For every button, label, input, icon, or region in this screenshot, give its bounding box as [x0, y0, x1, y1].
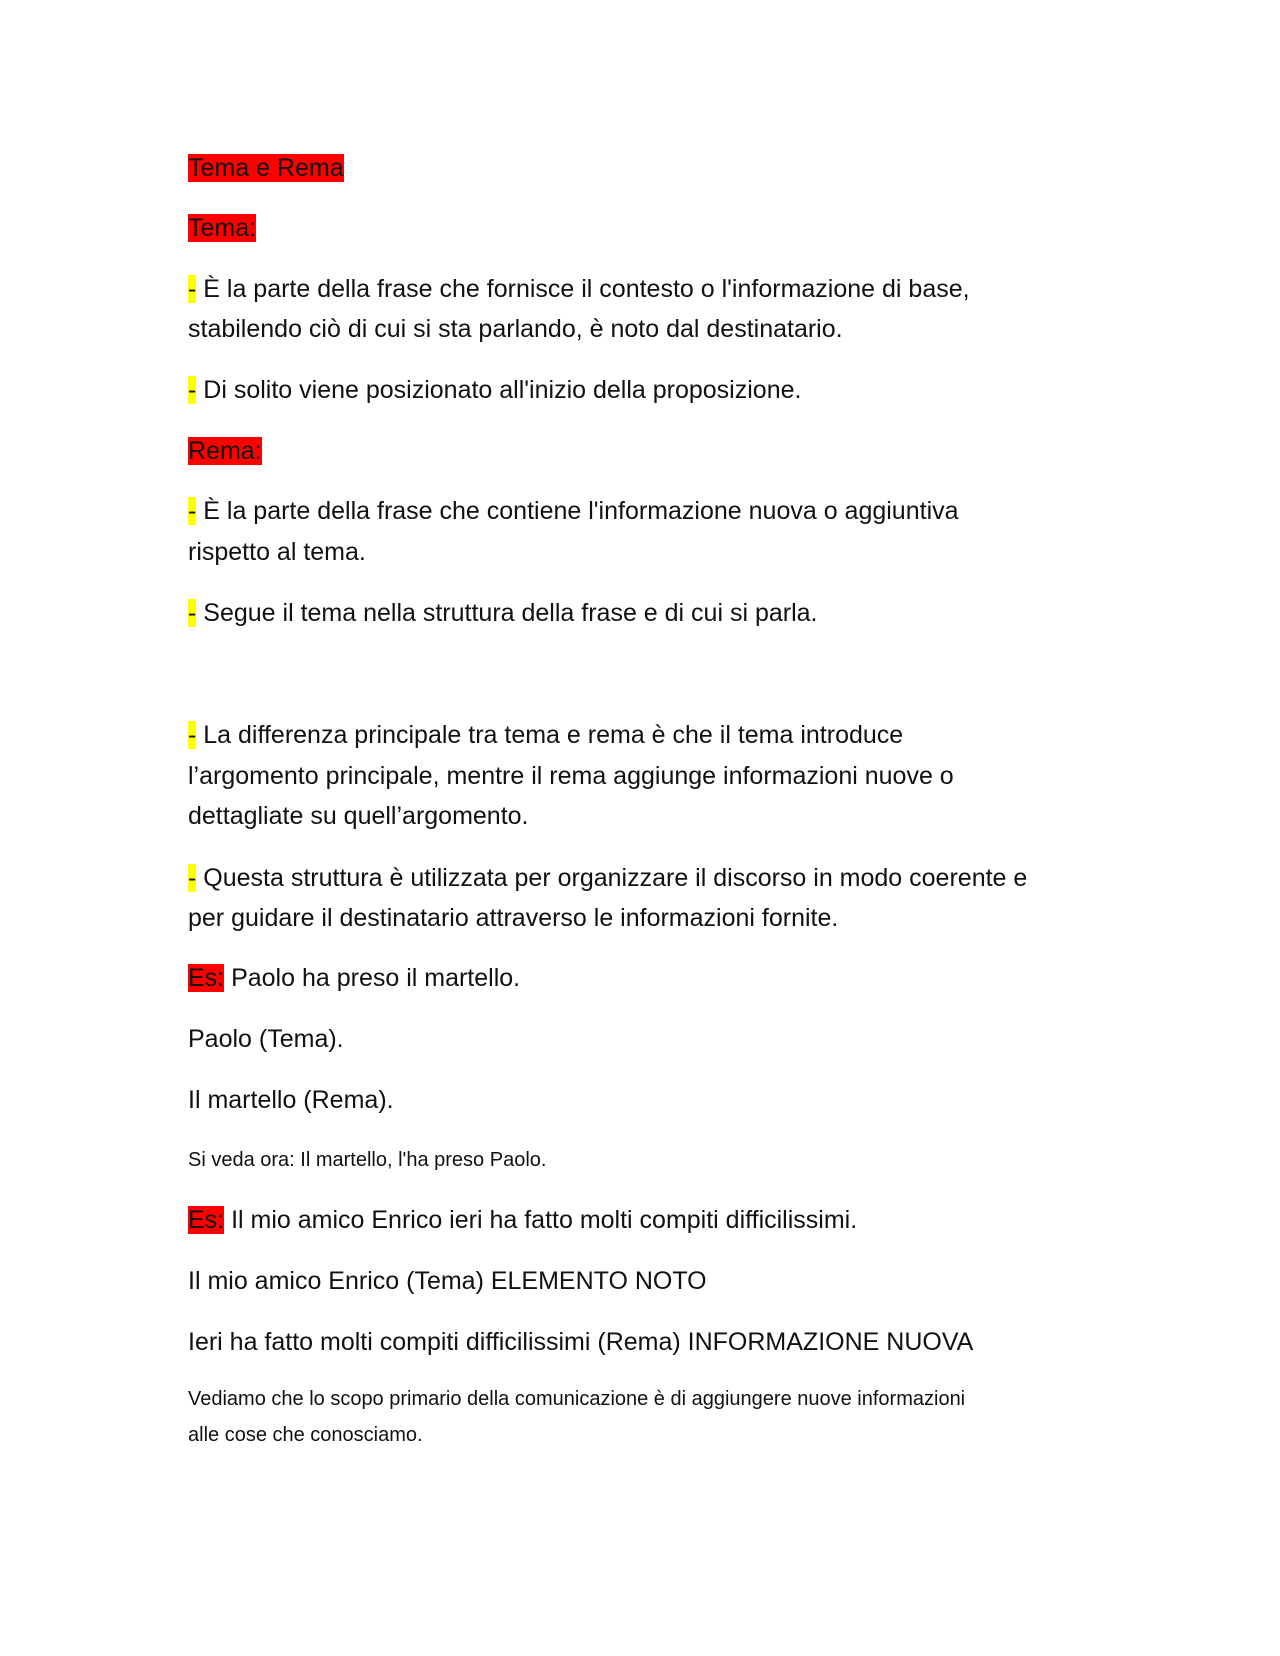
document-title — [188, 148, 344, 188]
rema-bullet-1-text: È la parte della frase che contiene l'informazione nuova o aggiuntiva — [196, 497, 959, 525]
difference-line-3 — [188, 796, 529, 836]
example-label: Es: — [188, 1206, 225, 1234]
conclusion-text-cont: alle cose che conosciamo. — [188, 1424, 423, 1446]
bullet-marker: - — [188, 497, 197, 525]
tema-heading-text: Tema: — [188, 214, 257, 242]
tema-bullet-1-line-1 — [188, 269, 970, 309]
example-1-tema-text: Paolo (Tema). — [188, 1025, 344, 1053]
rema-bullet-1-line-2 — [188, 532, 366, 572]
tema-bullet-1-text: È la parte della frase che fornisce il contesto o l'informazione di base, — [196, 275, 970, 303]
tema-bullet-1-text-cont: stabilendo ciò di cui si sta parlando, è noto dal destinatario. — [188, 315, 843, 343]
difference-line-2 — [188, 756, 954, 796]
rema-heading-text: Rema: — [188, 437, 262, 465]
difference-text-end: dettagliate su quell’argomento. — [188, 802, 529, 830]
rema-bullet-2 — [188, 593, 817, 633]
example-1-rema — [188, 1080, 394, 1120]
example-2 — [188, 1200, 857, 1240]
bullet-marker: - — [188, 376, 197, 404]
example-2-rema-text: Ieri ha fatto molti compiti difficilissimi (Rema) INFORMAZIONE NUOVA — [188, 1328, 974, 1356]
example-1-note — [188, 1142, 546, 1178]
conclusion-line-1 — [188, 1381, 965, 1417]
example-1-tema — [188, 1019, 344, 1059]
structure-line-1 — [188, 858, 1027, 898]
difference-line-1 — [188, 715, 903, 755]
example-label: Es: — [188, 964, 225, 992]
structure-text-cont: per guidare il destinatario attraverso le informazioni fornite. — [188, 904, 839, 932]
difference-text: La differenza principale tra tema e rema è che il tema introduce — [196, 721, 904, 749]
example-1 — [188, 958, 520, 998]
example-1-text: Paolo ha preso il martello. — [224, 964, 521, 992]
conclusion-line-2 — [188, 1417, 423, 1453]
tema-bullet-2-text: Di solito viene posizionato all'inizio della proposizione. — [196, 376, 802, 404]
bullet-marker: - — [188, 275, 197, 303]
example-1-note-text: Si veda ora: Il martello, l'ha preso Paolo. — [188, 1149, 547, 1171]
rema-bullet-1-text-cont: rispetto al tema. — [188, 538, 366, 566]
conclusion-text: Vediamo che lo scopo primario della comunicazione è di aggiungere nuove informazioni — [188, 1388, 966, 1410]
rema-bullet-2-text: Segue il tema nella struttura della frase e di cui si parla. — [196, 599, 818, 627]
tema-bullet-2 — [188, 370, 801, 410]
rema-bullet-1-line-1 — [188, 491, 959, 531]
example-2-tema — [188, 1261, 707, 1301]
difference-text-cont: l’argomento principale, mentre il rema aggiunge informazioni nuove o — [188, 762, 954, 790]
structure-line-2 — [188, 898, 838, 938]
title-text: Tema e Rema — [188, 154, 344, 182]
example-1-rema-text: Il martello (Rema). — [188, 1086, 394, 1114]
bullet-marker: - — [188, 721, 197, 749]
example-2-tema-text: Il mio amico Enrico (Tema) ELEMENTO NOTO — [188, 1267, 707, 1295]
bullet-marker: - — [188, 599, 197, 627]
rema-heading — [188, 431, 262, 471]
structure-text: Questa struttura è utilizzata per organizzare il discorso in modo coerente e — [196, 864, 1028, 892]
tema-bullet-1-line-2 — [188, 309, 843, 349]
bullet-marker: - — [188, 864, 197, 892]
example-2-rema — [188, 1322, 973, 1362]
tema-heading — [188, 208, 256, 248]
example-2-text: Il mio amico Enrico ieri ha fatto molti compiti difficilissimi. — [224, 1206, 858, 1234]
